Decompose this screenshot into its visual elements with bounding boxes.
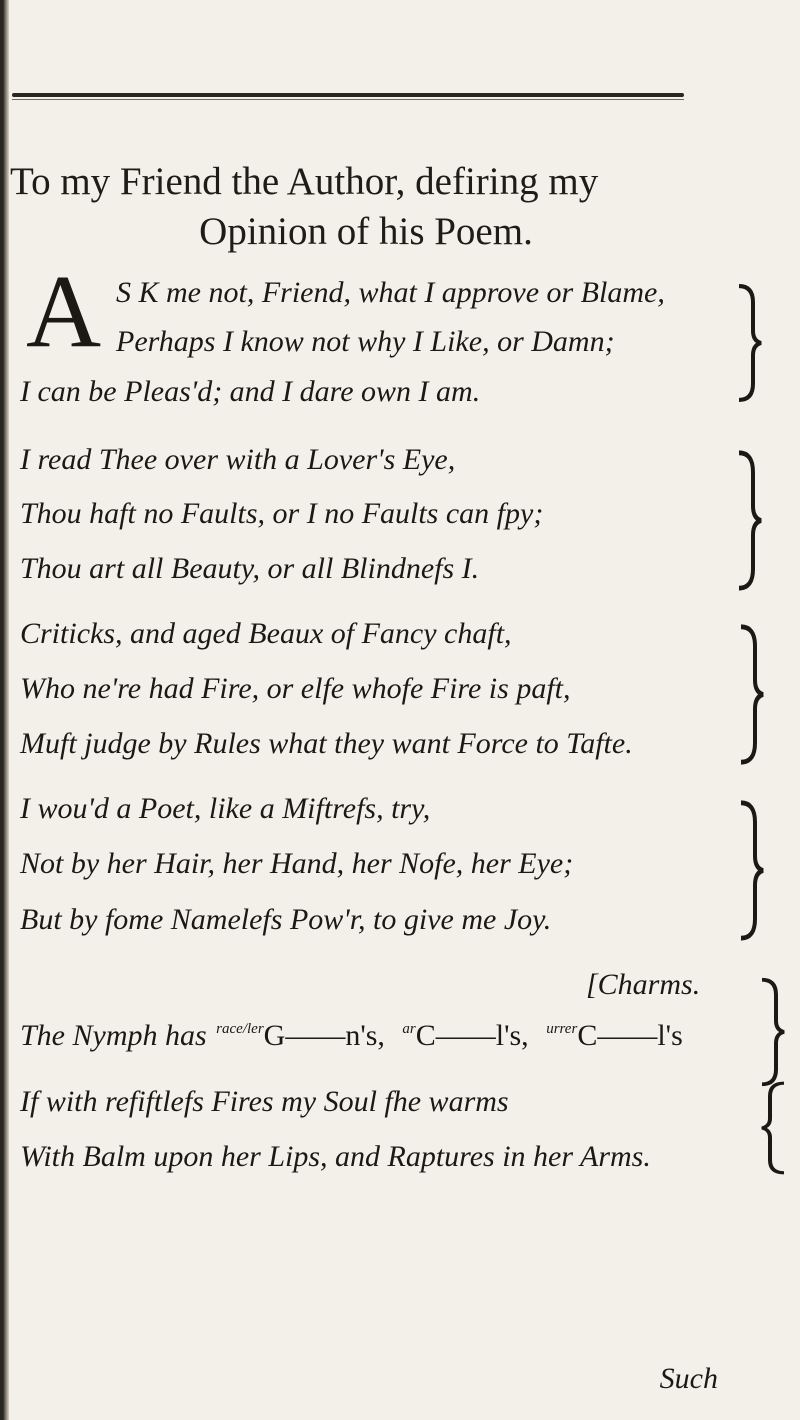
stanza2-line1: I read Thee over with a Lover's Eye,	[20, 443, 456, 476]
poem-title-line2: Opinion of his Poem.	[199, 210, 533, 253]
stanza1-line1: S K me not, Friend, what I approve or Blame,	[116, 276, 665, 309]
stanza2-line3: Thou art all Beauty, or all Blindnefs I.	[20, 552, 480, 585]
stanza4-line2: Not by her Hair, her Hand, her Nofe, her Eye;	[20, 847, 574, 880]
catchword: Such	[659, 1362, 718, 1395]
charms-bracket-word: [Charms.	[586, 968, 701, 1001]
nymph-prefix: The Nymph has	[20, 1019, 207, 1052]
stanza5-line3: With Balm upon her Lips, and Raptures in her Arms.	[20, 1140, 651, 1173]
stanza3-brace	[737, 622, 765, 767]
stanza3-line3: Muft judge by Rules what they want Force to Tafte.	[20, 727, 633, 760]
stanza3-line2: Who ne're had Fire, or elfe whofe Fire is paft,	[20, 672, 571, 705]
stanza4-brace	[737, 798, 765, 943]
stanza2-line2: Thou haft no Faults, or I no Faults can fpy;	[20, 497, 544, 530]
stanza5-brace-lower	[760, 1080, 788, 1176]
page-gutter-edge	[0, 0, 9, 1420]
stanza2-brace	[735, 448, 763, 593]
stanza1-line2: Perhaps I know not why I Like, or Damn;	[116, 325, 615, 358]
stanza5-line1	[20, 1019, 683, 1053]
top-rule-thin	[12, 99, 684, 100]
stanza4-line3: But by fome Namelefs Pow'r, to give me Joy.	[20, 903, 552, 936]
stanza1-line3: I can be Pleas'd; and I dare own I am.	[20, 375, 481, 408]
stanza4-line1: I wou'd a Poet, like a Miftrefs, try,	[20, 792, 431, 825]
redacted-name-3: $^{urrer}$C——l's	[546, 1019, 683, 1052]
redacted-name-2: $^{ar}$C——l's,	[402, 1019, 529, 1052]
stanza1-brace	[735, 282, 763, 404]
stanza5-brace-upper	[758, 976, 786, 1088]
redacted-name-1: $^{race/ler}$G——n's,	[216, 1019, 385, 1052]
top-rule	[12, 93, 684, 97]
stanza3-line1: Criticks, and aged Beaux of Fancy chaft,	[20, 617, 512, 650]
stanza5-line2: If with refiftlefs Fires my Soul fhe warms	[20, 1085, 509, 1118]
poem-title-line1: To my Friend the Author, defiring my	[10, 160, 599, 203]
drop-cap: A	[26, 254, 102, 369]
